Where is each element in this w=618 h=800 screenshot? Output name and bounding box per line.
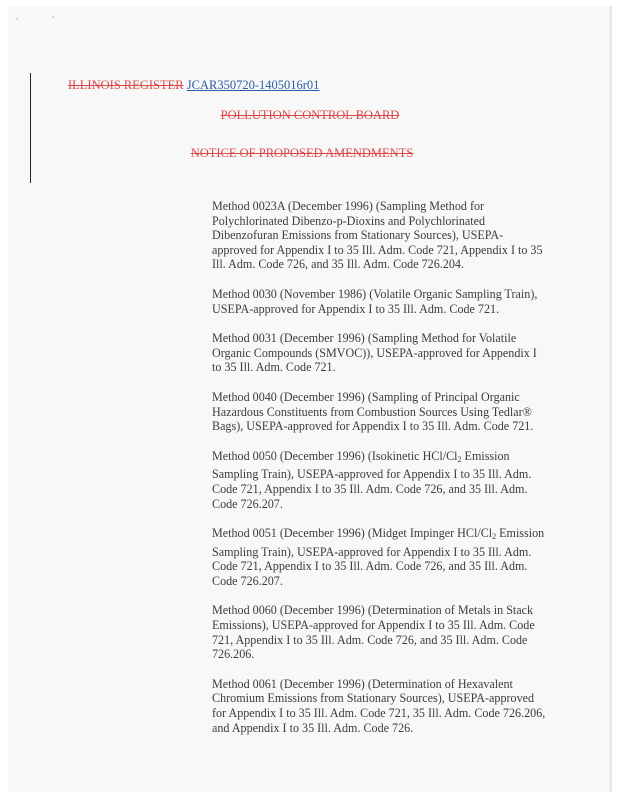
- method-paragraph: Method 0040 (December 1996) (Sampling of Principal Organic Hazardous Constituents from Combustion Sources Using Tedlar® Bags), USEPA-approved for Appendix I to 35 Ill. Adm. Code 721.: [212, 389, 534, 434]
- method-text: Method 0050 (December 1996) (Isokinetic HCl/Cl: [212, 448, 458, 463]
- scan-speck: [16, 18, 18, 20]
- jcar-identifier: JCAR350720-1405016r01: [186, 78, 320, 92]
- method-paragraph: Method 0031 (December 1996) (Sampling Method for Volatile Organic Compounds (SMVOC)), USEPA-approved for Appendix I to 35 Ill. Adm. Code 721.: [212, 331, 537, 375]
- register-title-struck: ILLINOIS REGISTER: [68, 78, 184, 92]
- method-text: Method 0051 (December 1996) (Midget Impinger HCl/Cl: [212, 526, 493, 541]
- agency-heading-struck: POLLUTION CONTROL BOARD: [220, 108, 400, 122]
- scan-speck: [52, 16, 54, 18]
- method-text: Emission Sampling Train), USEPA-approved for Appendix I to 35 Ill. Adm. Code 721, Appendix I to 35 Ill. Adm. Code 726, and 35 Ill. Adm. Code 726.207.: [212, 526, 545, 588]
- methods-list: [212, 199, 546, 750]
- subscript: 2: [492, 532, 497, 542]
- notice-heading-struck: NOTICE OF PROPOSED AMENDMENTS: [190, 146, 414, 160]
- page-edge-shadow: [609, 6, 612, 792]
- agency-heading: [8, 108, 612, 123]
- notice-heading: [0, 146, 604, 161]
- method-text: Emission Sampling Train), USEPA-approved for Appendix I to 35 Ill. Adm. Code 721, Appendix I to 35 Ill. Adm. Code 726, and 35 Ill. Adm. Code 726.207.: [212, 448, 532, 511]
- method-paragraph: Method 0023A (December 1996) (Sampling Method for Polychlorinated Dibenzo-p-Dioxins and Polychlorinated Dibenzofuran Emissions from Stationary Sources), USEPA-approved for Appendix I to 35 Ill. Adm. Code 721, Appendix I to 35 Ill. Adm. Code 726, and 35 Ill. Adm. Code 726.204.: [212, 199, 543, 272]
- revision-bar: [30, 73, 31, 183]
- method-paragraph: [212, 449, 546, 511]
- document-page: [8, 6, 612, 792]
- method-paragraph: Method 0060 (December 1996) (Determination of Metals in Stack Emissions), USEPA-approved for Appendix I to 35 Ill. Adm. Code 721, Appendix I to 35 Ill. Adm. Code 726, and 35 Ill. Adm. Code 726.206.: [212, 603, 535, 662]
- method-paragraph: Method 0030 (November 1986) (Volatile Organic Sampling Train), USEPA-approved for Appendix I to 35 Ill. Adm. Code 721.: [212, 286, 538, 316]
- register-header: [68, 78, 319, 93]
- method-paragraph: [212, 526, 546, 588]
- method-paragraph: Method 0061 (December 1996) (Determination of Hexavalent Chromium Emissions from Stationary Sources), USEPA-approved for Appendix I to 35 Ill. Adm. Code 721, 35 Ill. Adm. Code 726.206, and Appendix I to 35 Ill. Adm. Code 726.: [212, 676, 546, 735]
- subscript: 2: [457, 454, 462, 464]
